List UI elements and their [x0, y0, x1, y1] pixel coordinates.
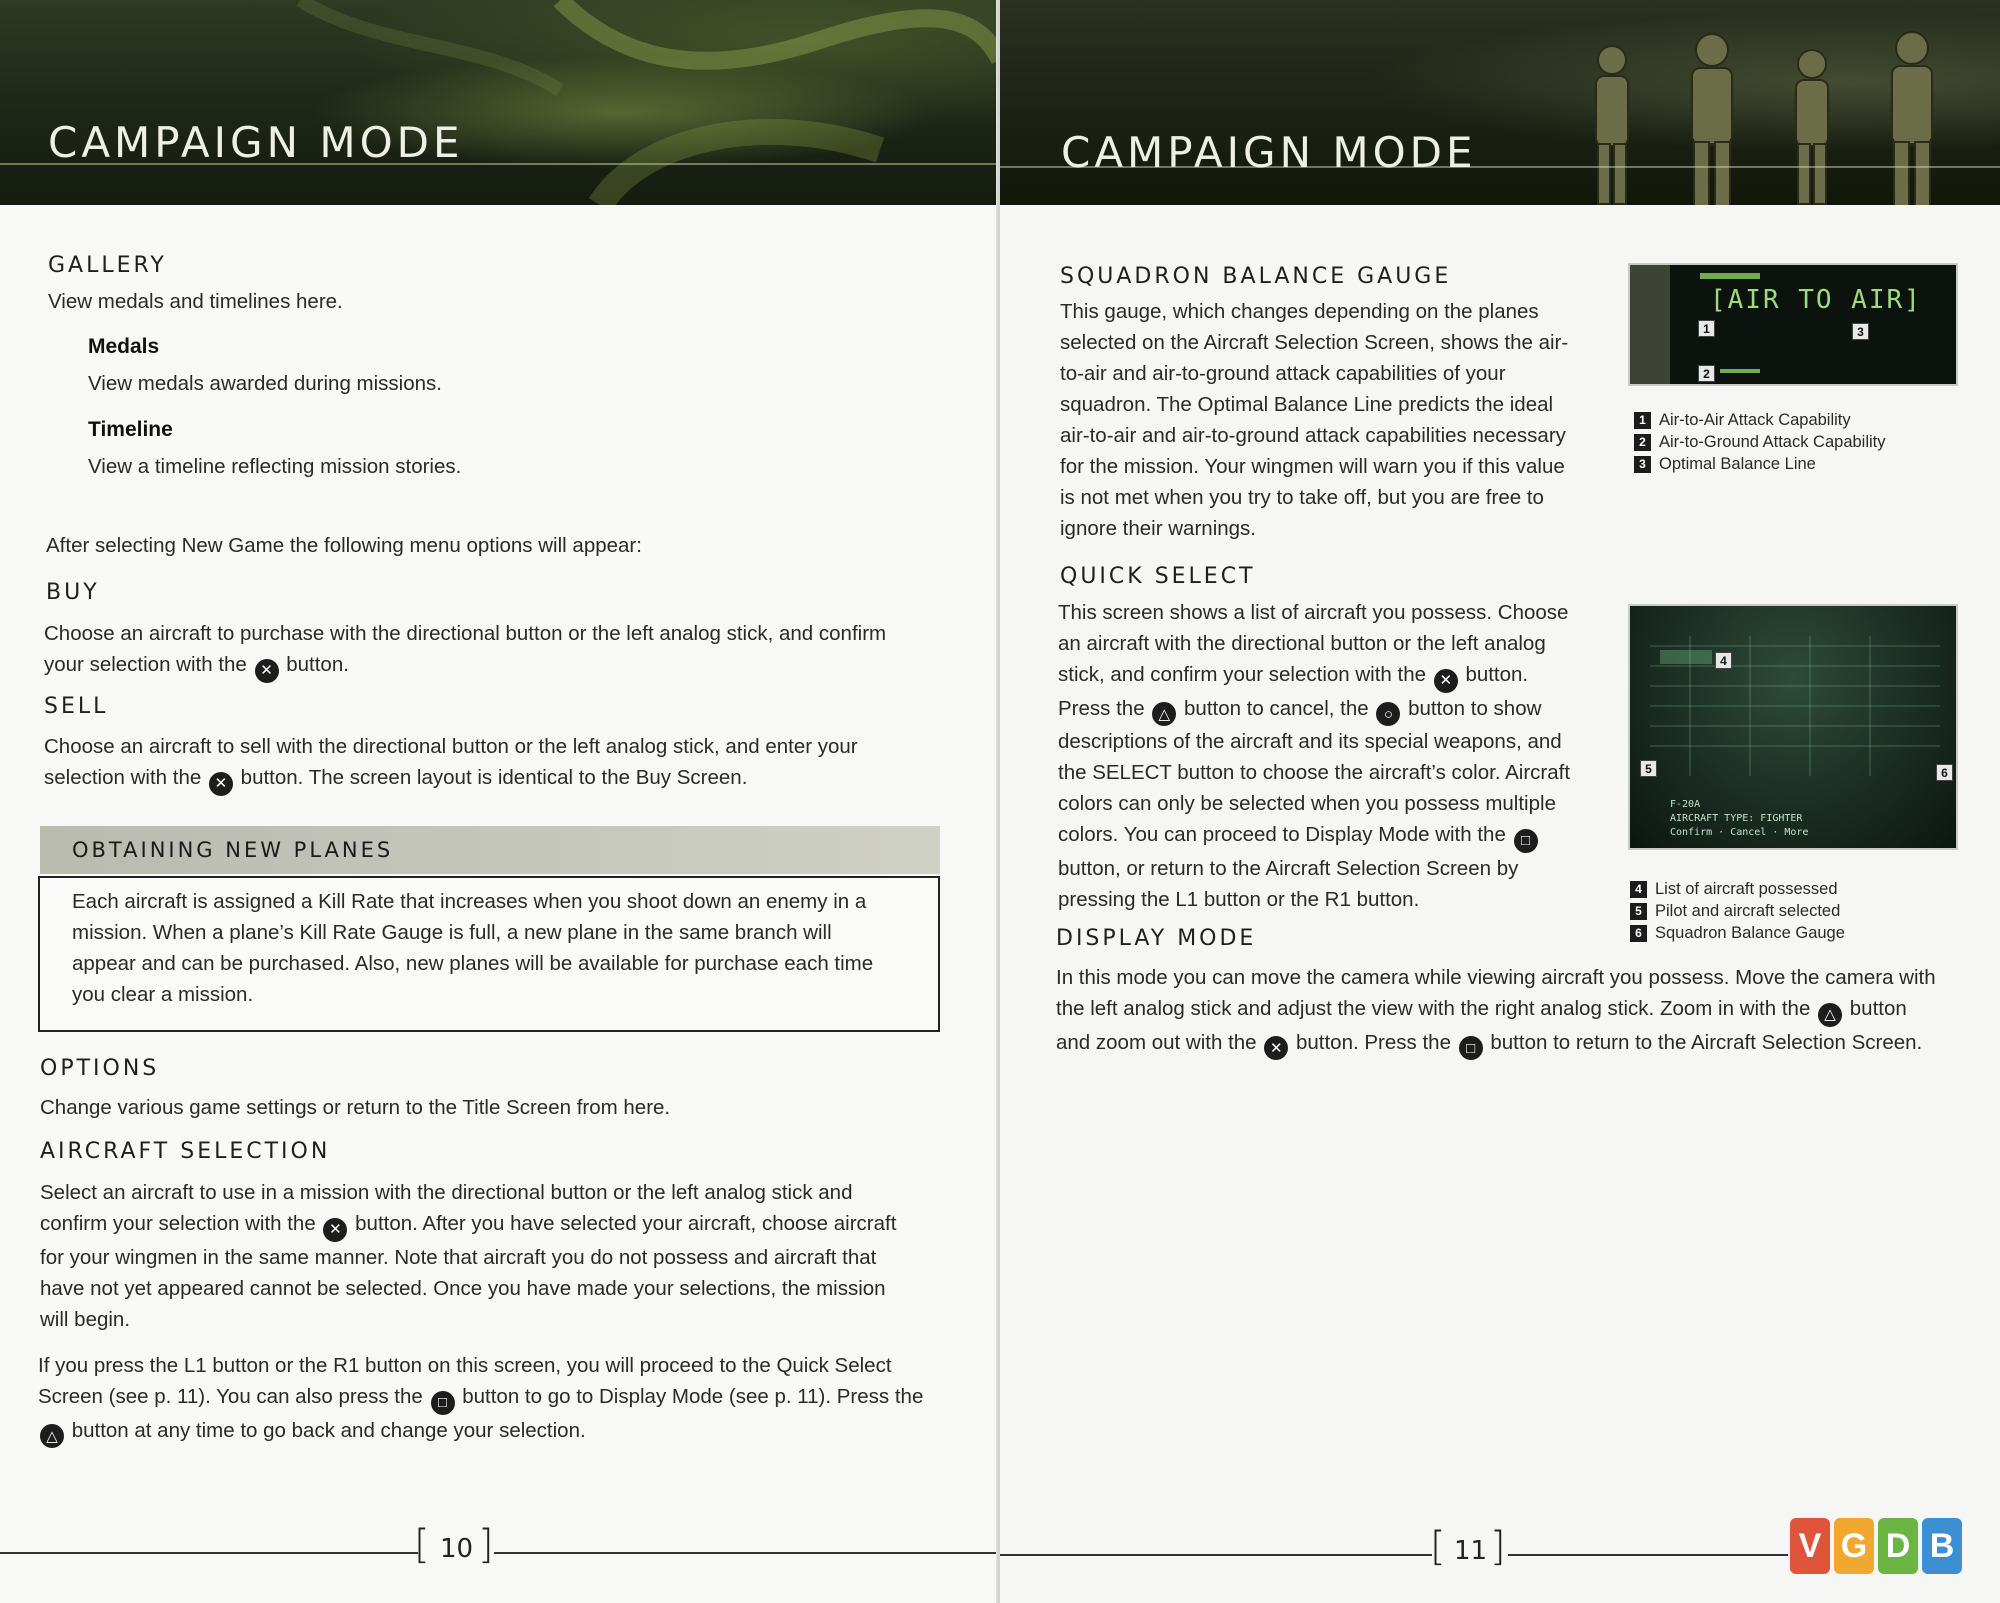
obtaining-line-4: you clear a mission.	[72, 983, 254, 1006]
obtaining-heading-bar	[40, 826, 940, 874]
cross-button-icon: ✕	[323, 1218, 347, 1242]
caption-6	[1630, 922, 1845, 944]
sell-line-2a: selection with the	[44, 766, 202, 789]
page-bracket-close: ]	[478, 1522, 494, 1568]
caption-text: Air-to-Air Attack Capability	[1659, 411, 1851, 429]
squadron-captions	[1634, 409, 1886, 475]
medals-text: View medals awarded during missions.	[88, 372, 442, 395]
cross-button-icon: ✕	[209, 772, 233, 796]
circle-button-icon: ○	[1376, 702, 1400, 726]
caption-4	[1630, 878, 1845, 900]
qs-line: an aircraft with the directional button or the left analog	[1058, 632, 1546, 655]
qs-line	[1058, 659, 1570, 693]
qs-line	[1058, 819, 1570, 853]
screen-aircraft-name: F-20A	[1670, 799, 1701, 810]
squadron-line: air-to-air and air-to-ground attack capabilities necessary	[1060, 424, 1566, 447]
pilots-illustration	[1562, 20, 1982, 205]
gauge-bar	[1700, 273, 1760, 279]
squadron-heading: SQUADRON BALANCE GAUGE	[1060, 264, 1452, 289]
p2-line-1: If you press the L1 button or the R1 button on this screen, you will proceed to the Quick Select	[38, 1354, 892, 1377]
right-banner	[1000, 0, 2000, 205]
obtaining-line-2: mission. When a plane’s Kill Rate Gauge is full, a new plane in the same branch will	[72, 921, 832, 944]
caption-text: Air-to-Ground Attack Capability	[1659, 433, 1886, 451]
watermark-letter: G	[1834, 1518, 1874, 1574]
screen-aircraft-type: AIRCRAFT TYPE: FIGHTER	[1670, 813, 1803, 824]
watermark-letter: V	[1790, 1518, 1830, 1574]
screen-side-panel	[1630, 265, 1670, 386]
p1-line-2	[40, 1208, 896, 1242]
p2-line-3	[38, 1415, 923, 1449]
p2-line-2a: Screen (see p. 11). You can also press the	[38, 1385, 423, 1408]
caption-2	[1634, 431, 1886, 453]
aircraft-selection-heading: AIRCRAFT SELECTION	[40, 1139, 331, 1164]
squadron-line: selected on the Aircraft Selection Screen, shows the air-	[1060, 331, 1569, 354]
caption-text: Optimal Balance Line	[1659, 455, 1816, 473]
banner-swirl-graphic	[0, 0, 1000, 205]
dm-line	[1056, 993, 1936, 1027]
qs-line-part: colors. You can proceed to Display Mode with the	[1058, 823, 1506, 846]
qs-line-part: Press the	[1058, 696, 1145, 720]
obtaining-text	[72, 886, 873, 1010]
squadron-line: is not met when you try to take off, but you are free to	[1060, 486, 1544, 509]
qs-line-part: button.	[1465, 663, 1529, 686]
square-button-icon: □	[431, 1391, 455, 1415]
vgdb-watermark-logo	[1790, 1518, 1962, 1574]
aircraft-selection-p2	[38, 1350, 923, 1448]
right-page	[1000, 0, 2000, 1603]
cross-button-icon: ✕	[1434, 669, 1458, 693]
p1-line-3: for your wingmen in the same manner. Note that aircraft you do not possess and aircraft that	[40, 1245, 877, 1269]
squadron-line: to-air and air-to-ground attack capabilities of your	[1060, 362, 1506, 385]
left-banner	[0, 0, 1000, 205]
sell-line-2	[44, 762, 858, 796]
dm-line-part: and zoom out with the	[1056, 1030, 1257, 1054]
caption-num: 1	[1634, 412, 1651, 429]
p1-line-2b: button. After you have selected your aircraft, choose aircraft	[355, 1212, 897, 1235]
dm-line-part: button to return to the Aircraft Selection Screen.	[1490, 1030, 1923, 1054]
buy-line-2	[44, 649, 886, 683]
quick-select-heading: QUICK SELECT	[1060, 564, 1256, 589]
caption-3	[1634, 453, 1886, 475]
screen-controls: Confirm · Cancel · More	[1670, 827, 1809, 838]
footer-rule-left	[1000, 1554, 1432, 1556]
watermark-letter: B	[1922, 1518, 1962, 1574]
sell-heading: SELL	[44, 694, 109, 719]
triangle-button-icon: △	[1152, 702, 1176, 726]
timeline-text: View a timeline reflecting mission stories.	[88, 455, 462, 478]
squadron-line: This gauge, which changes depending on the planes	[1060, 300, 1539, 323]
square-button-icon: □	[1459, 1036, 1483, 1060]
qs-line: pressing the L1 button or the R1 button.	[1058, 887, 1420, 911]
caption-5	[1630, 900, 1845, 922]
buy-line-2a: your selection with the	[44, 653, 247, 676]
p2-line-2	[38, 1381, 923, 1415]
squadron-line: squadron. The Optimal Balance Line predicts the ideal	[1060, 393, 1554, 416]
dm-line-part: button. Press the	[1295, 1030, 1451, 1054]
dm-line: In this mode you can move the camera while viewing aircraft you possess. Move the camera with	[1056, 966, 1936, 989]
buy-text	[44, 618, 886, 683]
footer-rule-right	[1508, 1554, 1788, 1556]
sell-line-1: Choose an aircraft to sell with the directional button or the left analog stick, and enter your	[44, 735, 858, 758]
triangle-button-icon: △	[1818, 1003, 1842, 1027]
qs-line: This screen shows a list of aircraft you possess. Choose	[1058, 601, 1569, 624]
screen-info	[1670, 798, 1808, 840]
qs-line-part: stick, and confirm your selection with the	[1058, 663, 1427, 686]
qs-line: button, or return to the Aircraft Selection Screen by	[1058, 856, 1519, 880]
display-mode-heading: DISPLAY MODE	[1056, 926, 1257, 951]
marker-5: 5	[1640, 760, 1657, 777]
page-bracket-open: [	[414, 1522, 430, 1568]
obtaining-line-1: Each aircraft is assigned a Kill Rate that increases when you shoot down an enemy in a	[72, 890, 867, 913]
dm-line-part: button	[1849, 997, 1907, 1020]
page-number-left: 10	[440, 1534, 474, 1564]
page-bracket-close: ]	[1490, 1524, 1506, 1570]
display-mode-text	[1056, 962, 1936, 1060]
obtaining-line-3: appear and can be purchased. Also, new planes will be available for purchase each time	[72, 952, 874, 975]
caption-text: Squadron Balance Gauge	[1655, 924, 1845, 942]
new-game-intro: After selecting New Game the following menu options will appear:	[46, 534, 642, 557]
footer-rule-right	[494, 1552, 1000, 1554]
marker-2: 2	[1698, 365, 1715, 382]
obtaining-heading: OBTAINING NEW PLANES	[72, 838, 394, 862]
marker-6: 6	[1936, 764, 1953, 781]
qs-line-part: button to show	[1408, 696, 1542, 720]
marker-3: 3	[1852, 323, 1869, 340]
squadron-text	[1060, 296, 1568, 544]
caption-num: 3	[1634, 456, 1651, 473]
qs-line-part: button to cancel, the	[1184, 696, 1369, 720]
p2-line-2b: button to go to Display Mode (see p. 11). Press the	[462, 1385, 924, 1408]
watermark-letter: D	[1878, 1518, 1918, 1574]
page-title: CAMPAIGN MODE	[1061, 128, 1477, 177]
sell-line-2b: button. The screen layout is identical to the Buy Screen.	[240, 766, 748, 789]
sell-text	[44, 731, 858, 796]
p1-line-2a: confirm your selection with the	[40, 1212, 316, 1235]
buy-heading: BUY	[46, 580, 100, 605]
gauge-bar	[1720, 369, 1760, 373]
buy-line-2b: button.	[286, 653, 349, 676]
balance-gauge-screenshot	[1628, 263, 1958, 386]
cross-button-icon: ✕	[255, 659, 279, 683]
medals-title: Medals	[88, 335, 160, 358]
options-heading: OPTIONS	[40, 1056, 160, 1081]
caption-num: 4	[1630, 881, 1647, 898]
options-text: Change various game settings or return to the Title Screen from here.	[40, 1096, 671, 1119]
page-number-right: 11	[1454, 1536, 1488, 1566]
squadron-line: ignore their warnings.	[1060, 517, 1256, 540]
qs-line	[1058, 693, 1570, 727]
caption-text: Pilot and aircraft selected	[1655, 902, 1841, 920]
buy-line-1: Choose an aircraft to purchase with the directional button or the left analog stick, and confirm	[44, 622, 887, 645]
square-button-icon: □	[1514, 829, 1538, 853]
air-to-air-label: [AIR TO AIR]	[1710, 285, 1922, 315]
caption-num: 6	[1630, 925, 1647, 942]
aircraft-selection-p1	[40, 1177, 896, 1335]
gallery-text: View medals and timelines here.	[48, 290, 343, 313]
page-title: CAMPAIGN MODE	[48, 118, 464, 167]
marker-1: 1	[1698, 320, 1715, 337]
gallery-heading: GALLERY	[48, 253, 167, 278]
triangle-button-icon: △	[40, 1424, 64, 1448]
timeline-title: Timeline	[88, 418, 173, 441]
caption-1	[1634, 409, 1886, 431]
quick-select-screenshot	[1628, 604, 1958, 850]
caption-num: 2	[1634, 434, 1651, 451]
obtaining-box	[38, 876, 940, 1032]
qs-line: the SELECT button to choose the aircraft’s color. Aircraft	[1058, 761, 1571, 784]
cross-button-icon: ✕	[1264, 1036, 1288, 1060]
caption-text: List of aircraft possessed	[1655, 880, 1838, 898]
dm-line	[1056, 1027, 1936, 1061]
p1-line-5: will begin.	[40, 1307, 131, 1331]
dm-line-part: the left analog stick and adjust the view with the right analog stick. Zoom in with the	[1056, 997, 1811, 1020]
page-bracket-open: [	[1430, 1524, 1446, 1570]
footer-rule-left	[0, 1552, 418, 1554]
p2-line-3b: button at any time to go back and change your selection.	[71, 1418, 586, 1442]
caption-num: 5	[1630, 903, 1647, 920]
marker-4: 4	[1715, 652, 1732, 669]
squadron-line: for the mission. Your wingmen will warn you if this value	[1060, 455, 1565, 478]
quick-select-captions	[1630, 878, 1845, 944]
quick-select-text	[1058, 597, 1570, 915]
p1-line-4: have not yet appeared cannot be selected. Once you have made your selections, the mission	[40, 1276, 886, 1300]
p1-line-1: Select an aircraft to use in a mission with the directional button or the left analog stick and	[40, 1181, 853, 1204]
qs-line: colors can only be selected when you possess multiple	[1058, 792, 1556, 815]
qs-line: descriptions of the aircraft and its special weapons, and	[1058, 730, 1562, 753]
